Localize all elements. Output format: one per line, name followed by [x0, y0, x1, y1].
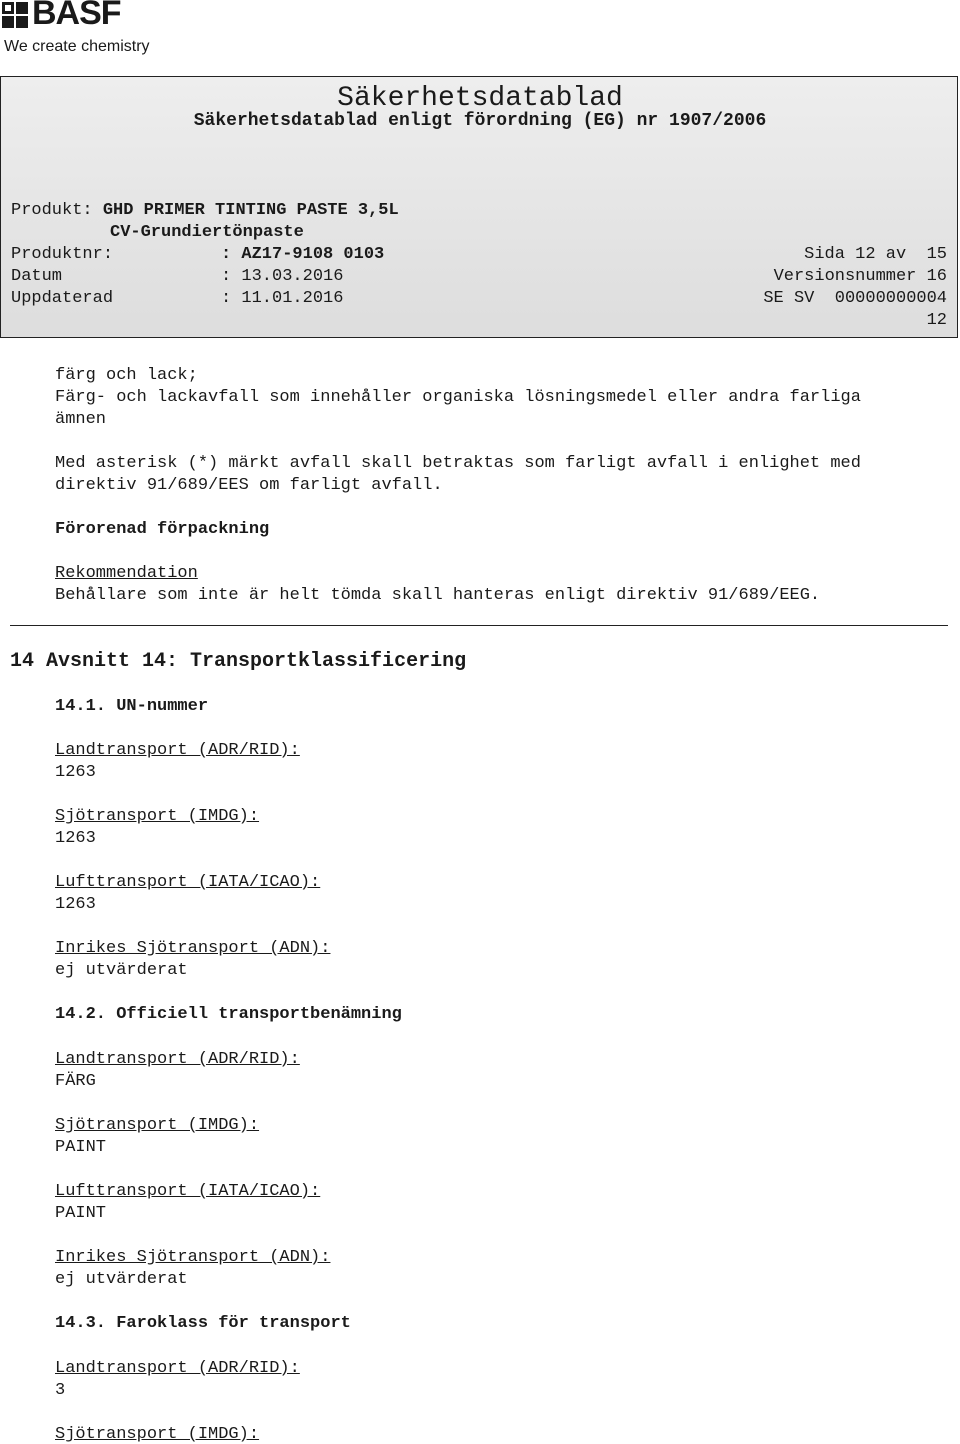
- page-of: av: [885, 245, 907, 264]
- adn-label: Inrikes Sjötransport (ADN):: [55, 939, 331, 958]
- product-name: GHD PRIMER TINTING PASTE 3,5L: [102, 201, 399, 220]
- adr-value: FÄRG: [55, 1072, 96, 1091]
- basf-logo-mark: [2, 2, 30, 30]
- uppdaterad-value: : 11.01.2016: [221, 289, 344, 308]
- brand-tagline: We create chemistry: [4, 38, 150, 55]
- adr-label: Landtransport (ADR/RID):: [55, 1050, 300, 1069]
- iata-label: Lufttransport (IATA/ICAO):: [55, 1182, 321, 1201]
- page-label: Sida: [804, 245, 845, 264]
- uppdaterad-label: Uppdaterad: [11, 289, 114, 308]
- page-subtitle: Säkerhetsdatablad enligt förordning (EG) nr 1907/2006: [193, 111, 767, 131]
- datum-value: : 13.03.2016: [221, 267, 344, 286]
- iata-value: 1263: [55, 895, 96, 914]
- version-info: [774, 267, 947, 286]
- imdg-label: Sjötransport (IMDG):: [55, 807, 260, 826]
- recommendation-label: Rekommendation: [55, 564, 198, 583]
- recommendation-text: Behållare som inte är helt tömda skall hanteras enligt direktiv 91/689/EEG.: [55, 586, 821, 605]
- adr-label: Landtransport (ADR/RID):: [55, 1359, 300, 1378]
- locale-code: SE SV: [763, 289, 815, 308]
- product-row: [11, 201, 399, 220]
- doc-number: 00000000004: [834, 289, 947, 308]
- intro-line: färg och lack;: [55, 366, 198, 385]
- contaminated-packaging-heading: Förorenad förpackning: [55, 520, 270, 539]
- intro-line: direktiv 91/689/EES om farligt avfall.: [55, 476, 443, 495]
- brand-name: BASF: [32, 0, 121, 32]
- imdg-value: 1263: [55, 829, 96, 848]
- produktnr-label: Produktnr:: [11, 245, 114, 264]
- iata-label: Lufttransport (IATA/ICAO):: [55, 873, 321, 892]
- iata-value: PAINT: [55, 1204, 107, 1223]
- doc-id: [763, 289, 947, 308]
- adn-value: ej utvärderat: [55, 961, 188, 980]
- subsection-heading: 14.1. UN-nummer: [55, 697, 209, 716]
- version-label: Versionsnummer: [773, 267, 917, 286]
- intro-line: ämnen: [55, 410, 107, 429]
- basf-logo: [2, 0, 202, 60]
- section-divider: [10, 625, 948, 626]
- imdg-value: PAINT: [55, 1138, 107, 1157]
- produktnr-value: : AZ17-9108 0103: [221, 245, 385, 264]
- product-label: Produkt:: [11, 201, 93, 220]
- adn-value: ej utvärderat: [55, 1270, 188, 1289]
- adr-label: Landtransport (ADR/RID):: [55, 741, 300, 760]
- doc-number-suffix: 12: [926, 311, 947, 330]
- adr-value: 3: [55, 1381, 66, 1400]
- page-title: Säkerhetsdatablad: [337, 83, 623, 114]
- intro-line: Färg- och lackavfall som innehåller organiska lösningsmedel eller andra farliga: [55, 388, 861, 407]
- adn-label: Inrikes Sjötransport (ADN):: [55, 1248, 331, 1267]
- page-number: 12: [855, 245, 876, 264]
- document-header: [0, 76, 958, 338]
- imdg-label: Sjötransport (IMDG):: [55, 1425, 260, 1444]
- page-total: 15: [926, 245, 947, 264]
- datum-label: Datum: [11, 267, 63, 286]
- imdg-label: Sjötransport (IMDG):: [55, 1116, 260, 1135]
- section-14-title: 14 Avsnitt 14: Transportklassificering: [10, 650, 467, 673]
- page-counter: [804, 245, 947, 264]
- product-name-secondary: CV-Grundiertönpaste: [110, 223, 304, 242]
- intro-line: Med asterisk (*) märkt avfall skall betraktas som farligt avfall i enlighet med: [55, 454, 861, 473]
- subsection-heading: 14.2. Officiell transportbenämning: [55, 1005, 402, 1024]
- subsection-heading: 14.3. Faroklass för transport: [55, 1314, 351, 1333]
- version-number: 16: [926, 267, 947, 286]
- adr-value: 1263: [55, 763, 96, 782]
